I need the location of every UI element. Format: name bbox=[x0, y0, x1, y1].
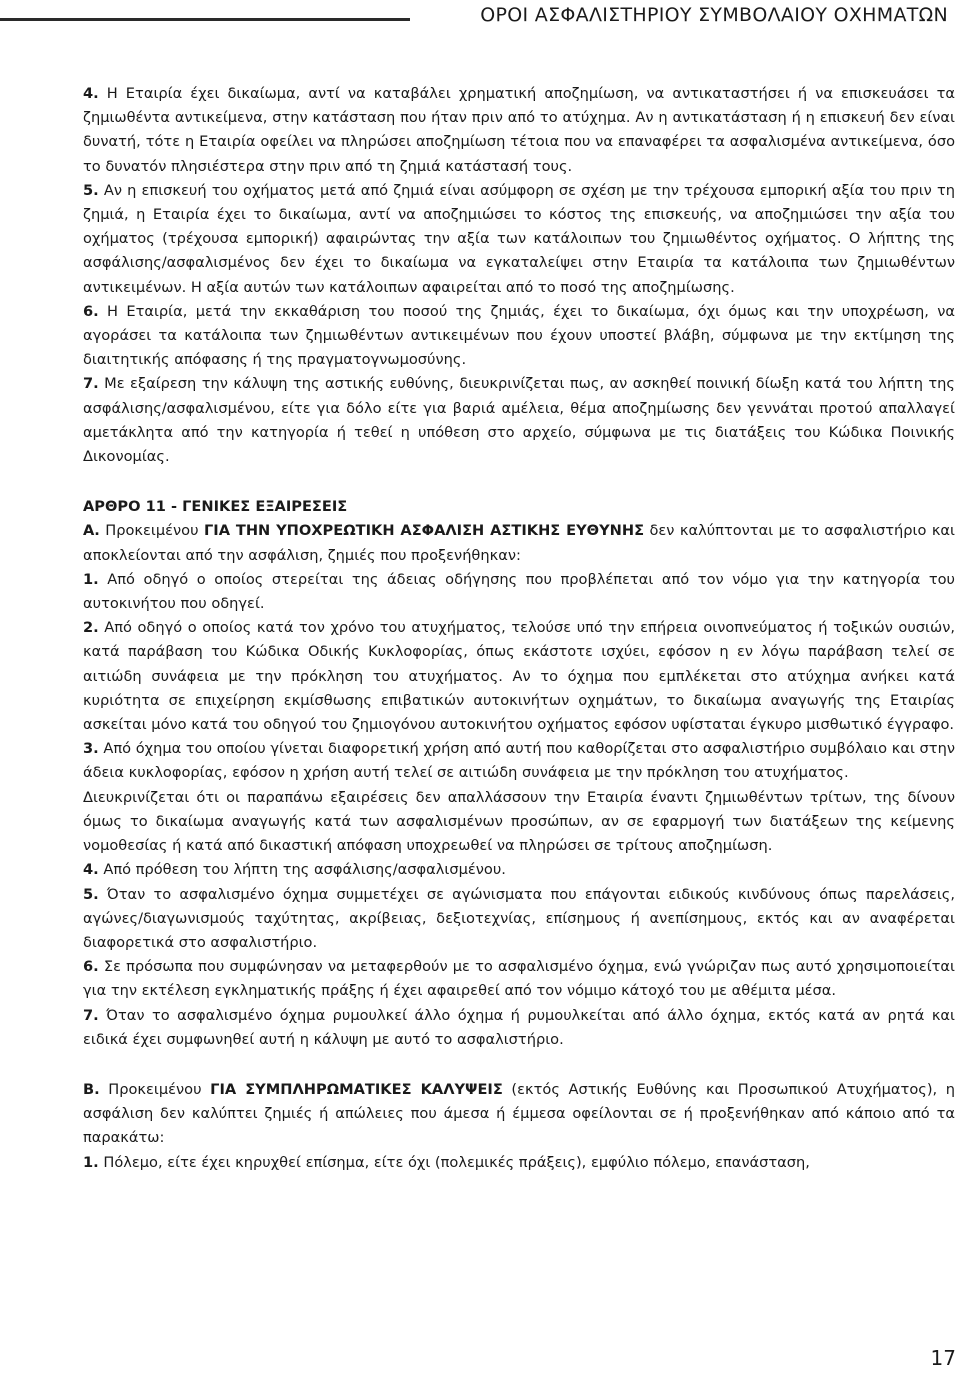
section-a-item-4: 4. Από πρόθεση του λήπτη της ασφάλισης/ασφαλισμένου. bbox=[83, 861, 506, 879]
section-a-item-5: 5. Όταν το ασφαλισμένο όχημα συμμετέχει σε αγώνισματα που επάγονται ειδικούς κινδύνους όπως παρελάσεις, αγώνες/διαγωνισμούς ταχύτητας, ακρίβειας, δεξιοτεχνίας, επίσημους ή ανεπίσημους, εκτός και αν αναφέρεται διαφορετικά στο ασφαλιστήριο. bbox=[83, 885, 955, 951]
header-title: ΟΡΟΙ ΑΣΦΑΛΙΣΤΗΡΙΟΥ ΣΥΜΒΟΛΑΙΟΥ ΟΧΗΜΑΤΩΝ bbox=[480, 4, 948, 26]
section-a-intro: Α. Προκειμένου ΓΙΑ ΤΗΝ ΥΠΟΧΡΕΩΤΙΚΗ ΑΣΦΑΛΙΣΗ ΑΣΤΙΚΗΣ ΕΥΘΥΝΗΣ δεν καλύπτονται με το ασφαλιστήριο και αποκλείονται από την ασφάλιση, ζημιές που προξενήθηκαν: bbox=[83, 522, 955, 564]
document-body bbox=[83, 82, 955, 1175]
section-b-intro: Β. Προκειμένου ΓΙΑ ΣΥΜΠΛΗΡΩΜΑΤΙΚΕΣ ΚΑΛΥΨΕΙΣ (εκτός Αστικής Ευθύνης και Προσωπικού Ατυχήματος), η ασφάλιση δεν καλύπτει ζημιές ή απώλειες που άμεσα ή έμμεσα οφείλονται σε ή προξενήθηκαν από κάποιο από τα παρακάτω: bbox=[83, 1080, 955, 1147]
section-b-item-1: 1. Πόλεμο, είτε έχει κηρυχθεί επίσημα, είτε όχι (πολεμικές πράξεις), εμφύλιο πόλεμο, επανάσταση, bbox=[83, 1153, 810, 1171]
section-a-item-2: 2. Από οδηγό ο οποίος κατά τον χρόνο του ατυχήματος, τελούσε υπό την επήρεια οινοπνεύματος ή τοξικών ουσιών, κατά παράβαση του Κώδικα Οδικής Κυκλοφορίας, όπως εκάστοτε ισχύει, εφόσον η εν λόγω παράβαση τελεί σε αιτιώδη συνάφεια με την πρόκληση του ατυχήματος. Αν το όχημα που εμπλέκεται στο ατύχημα ανήκει κατά κυριότητα σε επιχείρηση εκμίσθωσης επιβατικών αυτοκινήτων οχημάτων, το δικαίωμα αναγωγής της Εταιρίας ασκείται μόνο κατά του οδηγού του ζημιογόνου αυτοκινήτου οχήματος εφόσον υφίσταται έγκυρο μισθωτικό έγγραφο. bbox=[83, 619, 955, 734]
page-header bbox=[0, 0, 960, 40]
clause-7: 7. Με εξαίρεση την κάλυψη της αστικής ευθύνης, διευκρινίζεται πως, αν ασκηθεί ποινική δίωξη κατά του λήπτη της ασφάλισης/ασφαλισμένου, είτε για δόλο είτε για βαριά αμέλεια, θέμα αποζημίωσης δεν γεννάται προτού απαλλαγεί αμετάκλητα από την κατηγορία ή τεθεί η υπόθεση στο αρχείο, σύμφωνα με τις διατάξεις του Κώδικα Ποινικής Δικονομίας. bbox=[83, 375, 955, 466]
clause-4: 4. Η Εταιρία έχει δικαίωμα, αντί να καταβάλει χρηματική αποζημίωση, να αντικαταστήσει ή να επισκευάσει τα ζημιωθέντα αντικείμενα, στην κατάσταση που ήταν πριν από το ατύχημα. Αν η αντικατάσταση ή η επισκευή δεν είναι δυνατή, τότε η Εταιρία οφείλει να πληρώσει αποζημίωση τέτοια που να επαναφέρει τα ασφαλισμένα αντικείμενα, όσο το δυνατόν πλησιέστερα στην πριν από τη ζημιά κατάστασή τους. bbox=[83, 85, 955, 175]
header-rule bbox=[0, 18, 410, 21]
article-title: ΑΡΘΡΟ 11 - ΓΕΝΙΚΕΣ ΕΞΑΙΡΕΣΕΙΣ bbox=[83, 498, 348, 516]
clause-5: 5. Αν η επισκευή του οχήματος μετά από ζημιά είναι ασύμφορη σε σχέση με την τρέχουσα εμπορική αξία του πριν τη ζημιά, η Εταιρία έχει το δικαίωμα, αντί να αποζημιώσει το κόστος της επισκευής, να αποζημιώσει την αξία του οχήματος (τρέχουσα εμπορική) αφαιρώντας την αξία των κατάλοιπων του ζημιωθέντος οχήματος. Ο λήπτης της ασφάλισης/ασφαλισμένος δεν έχει το δικαίωμα να εγκαταλείψει στην Εταιρία τα κατάλοιπα των ζημιωθέντων αντικειμένων. Η αξία αυτών των κατάλοιπων αφαιρείται από το ποσό της αποζημίωσης. bbox=[83, 181, 955, 296]
section-a-item-7: 7. Όταν το ασφαλισμένο όχημα ρυμουλκεί άλλο όχημα ή ρυμουλκείται από άλλο όχημα, εκτός κατά αν ρητά και ειδικά έχει συμφωνηθεί αυτή η κάλυψη με αυτό το ασφαλιστήριο. bbox=[83, 1006, 955, 1048]
section-a-item-1: 1. Από οδηγό ο οποίος στερείται της άδειας οδήγησης που προβλέπεται από τον νόμο για την κατηγορία του αυτοκινήτου που οδηγεί. bbox=[83, 570, 955, 613]
clause-6: 6. Η Εταιρία, μετά την εκκαθάριση του ποσού της ζημιάς, έχει το δικαίωμα, όχι όμως και την υποχρέωση, να αγοράσει τα κατάλοιπα των ζημιωθέντων αντικειμένων που έχουν υποστεί βλάβη, σύμφωνα με την εκτίμηση της διαιτητικής απόφασης ή της πραγματογνωμοσύνης. bbox=[83, 302, 955, 369]
section-a-note: Διευκρινίζεται ότι οι παραπάνω εξαιρέσεις δεν απαλλάσσουν την Εταιρία έναντι ζημιωθέντων τρίτων, της δίνουν όμως το δικαίωμα αναγωγής κατά των ασφαλισμένων προσώπων, αν σε εφαρμογή των διατάξεων της κείμενης νομοθεσίας ή κατά από δικαστική απόφαση υποχρεωθεί να πληρώσει σε τρίτους αποζημίωση. bbox=[83, 788, 955, 855]
page-number: 17 bbox=[930, 1346, 956, 1370]
section-a-item-3: 3. Από όχημα του οποίου γίνεται διαφορετική χρήση από αυτή που καθορίζεται στο ασφαλιστήριο συμβόλαιο και στην άδεια κυκλοφορίας, εφόσον η χρήση αυτή τελεί σε αιτιώδη συνάφεια με την πρόκληση του ατυχήματος. bbox=[83, 740, 955, 782]
section-a-item-6: 6. Σε πρόσωπα που συμφώνησαν να μεταφερθούν με το ασφαλισμένο όχημα, ενώ γνώριζαν πως αυτό χρησιμοποιείται για την εκτέλεση εγκληματικής πράξης ή έχει αφαιρεθεί από τον νόμιμο κάτοχό του με αθέμιτα μέσα. bbox=[83, 958, 955, 1000]
